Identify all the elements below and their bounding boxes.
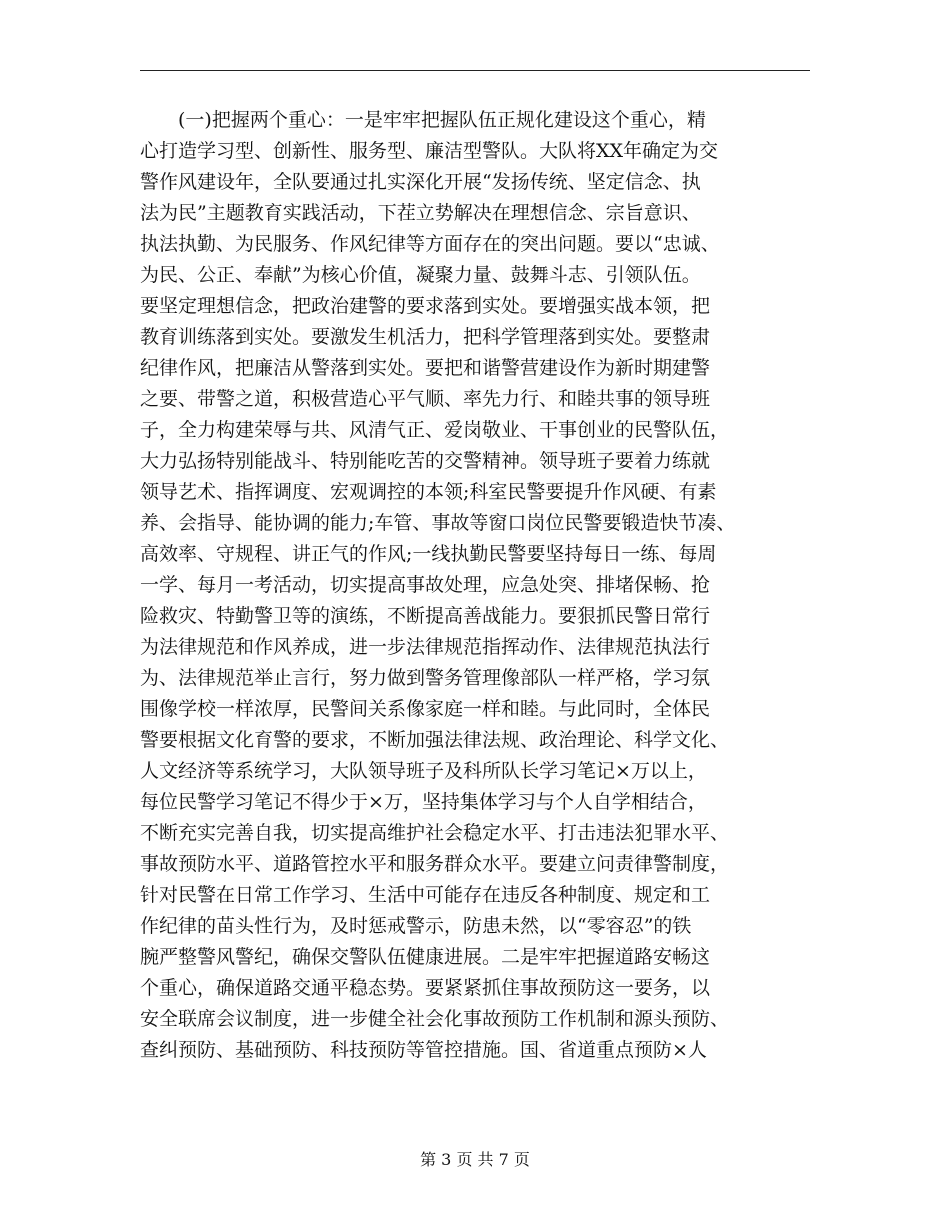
paragraph-line: 领导艺术、指挥调度、宏观调控的本领;科室民警要提升作风硬、有素: [140, 481, 717, 503]
paragraph-line: 事故预防水平、道路管控水平和服务群众水平。要建立问责律警制度，: [140, 853, 730, 875]
paragraph-line: 为民、公正、奉献”为核心价值，凝聚力量、鼓舞斗志、引领队伍。: [140, 264, 701, 286]
paragraph-line: 人文经济等系统学习，大队领导班子及科所队长学习笔记×万以上，: [140, 760, 707, 782]
paragraph-line: 为、法律规范举止言行，努力做到警务管理像部队一样严格，学习氛: [140, 667, 711, 689]
paragraph-line: 险救灾、特勤警卫等的演练，不断提高善战能力。要狠抓民警日常行: [140, 605, 711, 627]
paragraph-line: 高效率、守规程、讲正气的作风;一线执勤民警要坚持每日一练、每周: [140, 543, 717, 565]
paragraph-line: 个重心，确保道路交通平稳态势。要紧紧抓住事故预防这一要务，以: [140, 977, 711, 999]
paragraph-line: 警作风建设年，全队要通过扎实深化开展“发扬传统、坚定信念、执: [140, 171, 701, 193]
paragraph-line: 作纪律的苗头性行为，及时惩戒警示，防患未然，以“零容忍”的铁: [140, 915, 692, 937]
paragraph-line: 一学、每月一考活动，切实提高事故处理，应急处突、排堵保畅、抢: [140, 574, 711, 596]
paragraph-line: 纪律作风，把廉洁从警落到实处。要把和谐警营建设作为新时期建警: [140, 357, 711, 379]
paragraph-line: (一)把握两个重心：一是牢牢把握队伍正规化建设这个重心，精: [140, 109, 706, 131]
paragraph-line: 之要、带警之道，积极营造心平气顺、率先力行、和睦共事的领导班: [140, 388, 711, 410]
paragraph-line: 心打造学习型、创新性、服务型、廉洁型警队。大队将XX年确定为交: [140, 140, 719, 162]
paragraph-line: 教育训练落到实处。要激发生机活力，把科学管理落到实处。要整肃: [140, 326, 711, 348]
header-divider: [140, 70, 810, 71]
paragraph-line: 安全联席会议制度，进一步健全社会化事故预防工作机制和源头预防、: [140, 1008, 730, 1030]
paragraph-line: 养、会指导、能协调的能力;车管、事故等窗口岗位民警要锻造快节凑、: [140, 512, 736, 534]
paragraph-line: 查纠预防、基础预防、科技预防等管控措施。国、省道重点预防×人: [140, 1039, 707, 1061]
paragraph-line: 每位民警学习笔记不得少于×万，坚持集体学习与个人自学相结合，: [140, 791, 707, 813]
paragraph-line: 不断充实完善自我，切实提高维护社会稳定水平、打击违法犯罪水平、: [140, 822, 730, 844]
paragraph-line: 警要根据文化育警的要求，不断加强法律法规、政治理论、科学文化、: [140, 729, 730, 751]
paragraph-line: 大力弘扬特别能战斗、特别能吃苦的交警精神。领导班子要着力练就: [140, 450, 711, 472]
paragraph-line: 法为民”主题教育实践活动，下茬立势解决在理想信念、宗旨意识、: [140, 202, 701, 224]
paragraph-line: 要坚定理想信念，把政治建警的要求落到实处。要增强实战本领，把: [140, 295, 711, 317]
paragraph-line: 执法执勤、为民服务、作风纪律等方面存在的突出问题。要以“忠诚、: [140, 233, 720, 255]
paragraph-line: 腕严整警风警纪，确保交警队伍健康进展。二是牢牢把握道路安畅这: [140, 946, 711, 968]
body-paragraph: [140, 105, 812, 1066]
paragraph-line: 围像学校一样浓厚，民警间关系像家庭一样和睦。与此同时，全体民: [140, 698, 711, 720]
paragraph-line: 子，全力构建荣辱与共、风清气正、爱岗敬业、干事创业的民警队伍，: [140, 419, 730, 441]
page-number-footer: 第 3 页 共 7 页: [420, 1150, 530, 1169]
paragraph-line: 为法律规范和作风养成，进一步法律规范指挥动作、法律规范执法行: [140, 636, 711, 658]
paragraph-line: 针对民警在日常工作学习、生活中可能存在违反各种制度、规定和工: [140, 884, 711, 906]
